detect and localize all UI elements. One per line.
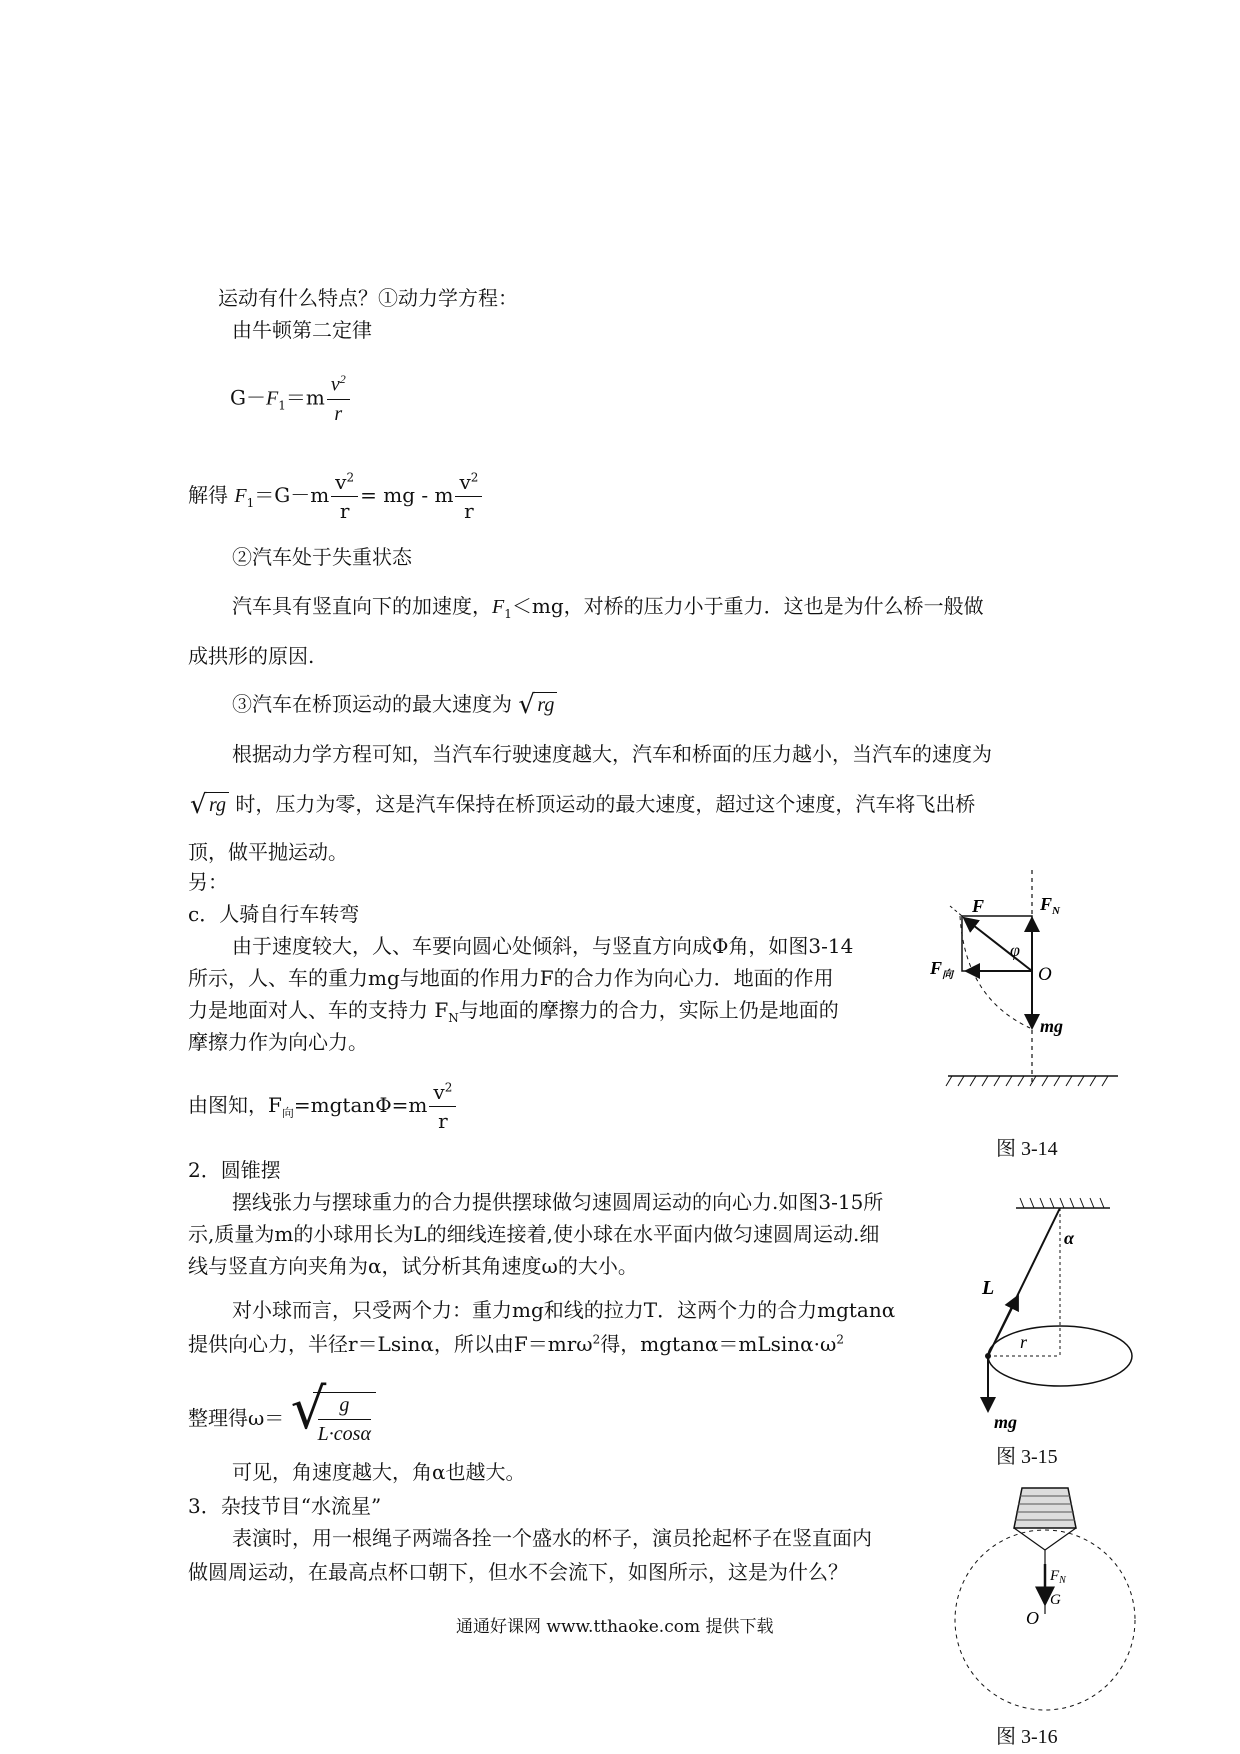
figure-caption-3-14: 图 3-14 bbox=[996, 1138, 1058, 1160]
text-line bbox=[232, 594, 984, 621]
radical-sign: √ bbox=[290, 1377, 327, 1442]
label-O: O bbox=[1038, 964, 1052, 985]
text-line: 根据动力学方程可知，当汽车行驶速度越大，汽车和桥面的压力越小，当汽车的速度为 bbox=[232, 742, 992, 766]
superscript: 2 bbox=[339, 372, 346, 386]
label-mg: mg bbox=[1040, 1016, 1064, 1036]
eq-subscript: 向 bbox=[281, 1106, 294, 1120]
text-span: ③汽车在桥顶运动的最大速度为 bbox=[232, 692, 512, 716]
text-line: 表演时，用一根绳子两端各拴一个盛水的杯子，演员抡起杯子在竖直面内 bbox=[232, 1526, 872, 1550]
equation-solution bbox=[188, 470, 484, 523]
eq-subscript: 1 bbox=[278, 398, 286, 413]
label-r: r bbox=[1020, 1332, 1028, 1352]
text-span: 得，mgtanα＝mLsinα·ω bbox=[600, 1332, 837, 1356]
text-line: 另： bbox=[188, 870, 228, 894]
text-line bbox=[188, 998, 839, 1025]
denominator: r bbox=[438, 1109, 448, 1133]
label-FN-sub: N bbox=[1052, 905, 1060, 917]
equation-newton bbox=[230, 372, 352, 426]
text-line: 摆线张力与摆球重力的合力提供摆球做匀速圆周运动的向心力.如图3-15所 bbox=[232, 1190, 884, 1214]
label-FN bbox=[1049, 1568, 1067, 1586]
superscript: 2 bbox=[470, 470, 479, 485]
label-FN-main: F bbox=[1040, 894, 1053, 914]
denominator: r bbox=[464, 499, 474, 523]
eq-subscript: N bbox=[448, 1011, 459, 1025]
text-line: 可见，角速度越大，角α也越大。 bbox=[232, 1460, 526, 1484]
superscript: 2 bbox=[836, 1332, 844, 1347]
eq-term: = mg - m bbox=[360, 483, 454, 507]
eq-prefix: 整理得ω＝ bbox=[188, 1406, 285, 1430]
eq-term: ＝G－m bbox=[254, 483, 330, 507]
text-line: ②汽车处于失重状态 bbox=[232, 545, 412, 569]
numerator bbox=[429, 1080, 456, 1107]
numerator-v: v bbox=[459, 470, 471, 494]
label-F: F bbox=[972, 896, 985, 916]
numerator bbox=[331, 470, 358, 497]
denominator: r bbox=[339, 499, 350, 523]
fraction bbox=[327, 372, 350, 426]
label-F-xiang bbox=[930, 958, 955, 981]
eq-symbol: F bbox=[492, 596, 505, 618]
label-F-xiang-main: F bbox=[930, 958, 943, 978]
text-line: 线与竖直方向夹角为α，试分析其角速度ω的大小。 bbox=[188, 1254, 638, 1278]
text-line: 示,质量为m的小球用长为L的细线连接着,使小球在水平面内做匀速圆周运动.细 bbox=[188, 1222, 880, 1246]
fraction bbox=[455, 470, 482, 523]
sqrt-expression bbox=[518, 690, 557, 720]
text-line: 摩擦力作为向心力。 bbox=[188, 1030, 368, 1054]
text-span: 时，压力为零，这是汽车保持在桥顶运动的最大速度，超过这个速度，汽车将飞出桥 bbox=[235, 792, 976, 816]
sqrt-expression bbox=[290, 1377, 376, 1446]
page-footer: 通通好课网 www.tthaoke.com 提供下载 bbox=[456, 1617, 774, 1637]
sqrt-body: rg bbox=[534, 692, 557, 717]
eq-term: =mgtanΦ=m bbox=[293, 1093, 428, 1117]
fraction bbox=[429, 1080, 456, 1133]
eq-prefix: 解得 bbox=[188, 483, 228, 507]
numerator bbox=[455, 470, 482, 497]
superscript: 2 bbox=[346, 470, 355, 485]
eq-term: ＝m bbox=[285, 385, 325, 410]
label-alpha: α bbox=[1064, 1228, 1074, 1248]
label-FN bbox=[1039, 894, 1061, 917]
section-heading: c．人骑自行车转弯 bbox=[188, 902, 360, 926]
figure-3-14 bbox=[930, 868, 1130, 1098]
numerator-v: v bbox=[335, 470, 347, 494]
text-span: 力是地面对人、车的支持力 F bbox=[188, 998, 449, 1022]
text-line: 由于速度较大，人、车要向圆心处倾斜，与竖直方向成Φ角，如图3-14 bbox=[232, 934, 854, 958]
sqrt-expression bbox=[190, 790, 229, 820]
numerator-v: v bbox=[433, 1080, 445, 1104]
label-L: L bbox=[982, 1277, 995, 1299]
text-line bbox=[190, 790, 976, 820]
eq-subscript: 1 bbox=[504, 607, 512, 621]
label-O: O bbox=[1026, 1608, 1039, 1628]
section-heading: 3．杂技节目“水流星” bbox=[188, 1494, 382, 1518]
text-line: 所示，人、车的重力mg与地面的作用力F的合力作为向心力．地面的作用 bbox=[188, 966, 834, 990]
figure-3-16 bbox=[950, 1480, 1140, 1720]
label-G: G bbox=[1050, 1592, 1061, 1608]
label-F-xiang-sub: 向 bbox=[942, 969, 954, 981]
text-line: 运动有什么特点？①动力学方程： bbox=[218, 286, 518, 310]
radical-sign: √ bbox=[518, 690, 535, 720]
numerator-v: v bbox=[330, 373, 340, 396]
text-line bbox=[232, 690, 557, 720]
text-span: ＜mg，对桥的压力小于重力．这也是为什么桥一般做 bbox=[511, 594, 984, 618]
text-line: 顶，做平抛运动。 bbox=[188, 840, 348, 864]
numerator: g bbox=[318, 1393, 371, 1420]
text-span: 提供向心力，半径r＝Lsinα，所以由F＝mrω bbox=[188, 1332, 593, 1356]
fraction bbox=[331, 470, 358, 523]
sqrt-body: rg bbox=[206, 792, 229, 817]
superscript: 2 bbox=[592, 1332, 601, 1347]
text-line: 做圆周运动，在最高点杯口朝下，但水不会流下，如图所示，这是为什么？ bbox=[188, 1560, 848, 1584]
text-span: 与地面的摩擦力的合力，实际上仍是地面的 bbox=[458, 998, 839, 1022]
denominator: r bbox=[334, 402, 343, 425]
eq-symbol: F bbox=[234, 485, 247, 507]
eq-subscript: 1 bbox=[246, 496, 255, 510]
text-line: 对小球而言，只受两个力：重力mg和线的拉力T．这两个力的合力mgtanα bbox=[232, 1298, 896, 1322]
denominator: L·cosα bbox=[317, 1423, 371, 1445]
label-FN-main: F bbox=[1050, 1568, 1060, 1584]
numerator bbox=[327, 372, 350, 400]
equation-centripetal bbox=[188, 1080, 458, 1133]
figure-caption-3-15: 图 3-15 bbox=[996, 1446, 1058, 1468]
text-line bbox=[188, 1332, 844, 1356]
label-mg: mg bbox=[994, 1412, 1018, 1432]
figure-3-15 bbox=[960, 1196, 1140, 1446]
equation-omega bbox=[188, 1377, 376, 1446]
eq-symbol: F bbox=[265, 387, 279, 410]
label-phi: φ bbox=[1010, 940, 1020, 960]
superscript: 2 bbox=[444, 1080, 453, 1095]
figure-caption-3-16: 图 3-16 bbox=[996, 1726, 1058, 1748]
radical-sign: √ bbox=[190, 790, 207, 820]
text-span: 汽车具有竖直向下的加速度， bbox=[232, 594, 492, 618]
eq-prefix: 由图知，F bbox=[188, 1093, 282, 1117]
eq-term: G－ bbox=[230, 385, 266, 410]
section-heading: 2．圆锥摆 bbox=[188, 1158, 281, 1182]
label-FN-sub: N bbox=[1059, 1575, 1066, 1586]
text-line: 由牛顿第二定律 bbox=[232, 318, 372, 342]
text-line: 成拱形的原因. bbox=[188, 644, 315, 668]
